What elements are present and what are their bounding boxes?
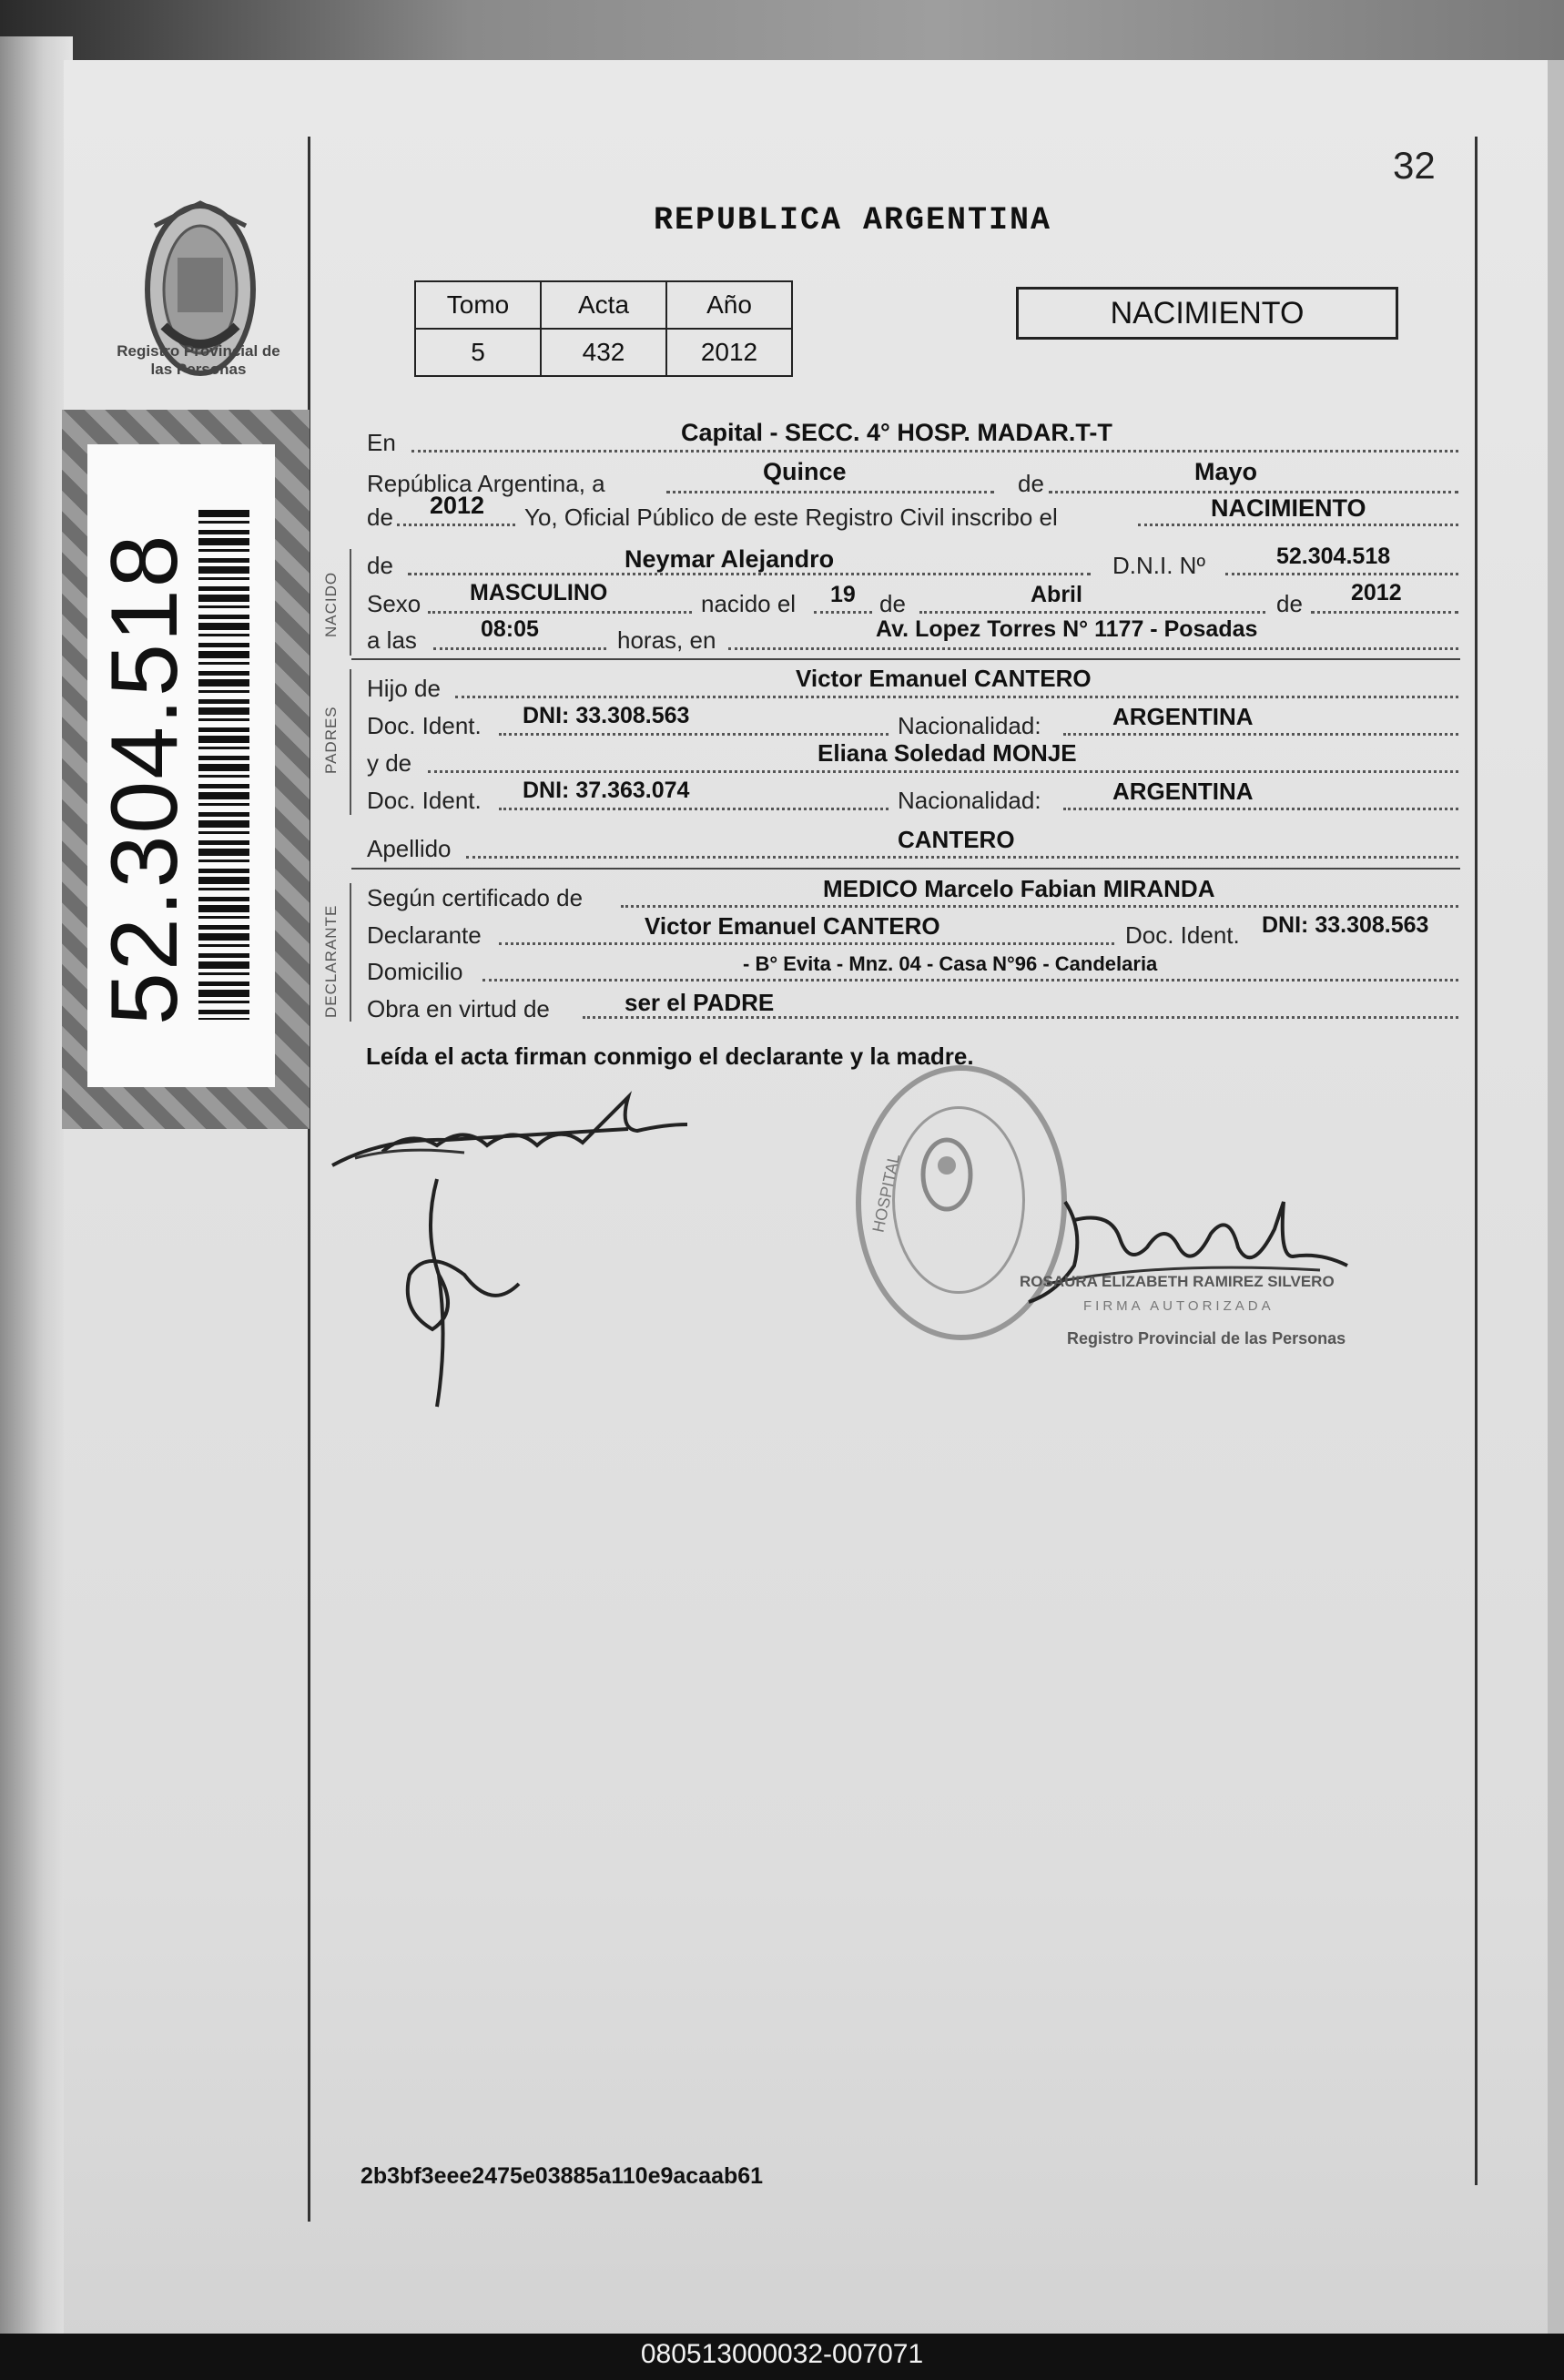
value-dia-nac: 19	[830, 582, 856, 607]
section-label-nacido: NACIDO	[322, 571, 340, 637]
official-name: ROSAURA ELIZABETH RAMIREZ SILVERO	[1020, 1273, 1335, 1290]
value-anio-nac: 2012	[1351, 580, 1402, 605]
dotted-line	[1063, 733, 1458, 736]
value-dni: 52.304.518	[1276, 544, 1391, 569]
value-lugar: Capital - SECC. 4° HOSP. MADAR.T-T	[681, 419, 1112, 446]
value-hora: 08:05	[481, 616, 539, 642]
label-hijo-de: Hijo de	[367, 675, 441, 702]
barcode-icon	[198, 510, 249, 1020]
mother-signature	[382, 1175, 528, 1411]
label-declarante: Declarante	[367, 921, 482, 949]
closing-statement: Leída el acta firman conmigo el declarante y la madre.	[366, 1043, 974, 1070]
padres-bracket	[350, 669, 351, 815]
value-lugar-nac: Av. Lopez Torres N° 1177 - Posadas	[876, 616, 1258, 642]
frame-right-line	[1475, 137, 1478, 2185]
page-right-edge	[1548, 60, 1564, 2341]
seal-text: HOSPITAL	[868, 1152, 904, 1235]
value-doc-declarante: DNI: 33.308.563	[1262, 912, 1429, 938]
dotted-line	[621, 905, 1458, 908]
dotted-line	[1311, 611, 1458, 614]
dotted-line	[666, 491, 994, 493]
record-table	[414, 280, 793, 377]
dotted-line	[482, 979, 1458, 981]
country-title: REPUBLICA ARGENTINA	[654, 202, 1052, 239]
dotted-line	[499, 733, 889, 736]
dotted-line	[728, 647, 1458, 650]
value-sexo: MASCULINO	[470, 580, 608, 605]
table-header: Año	[666, 281, 792, 329]
label-de-mes: de	[1018, 470, 1044, 497]
table-cell: 5	[415, 329, 541, 376]
official-role: FIRMA AUTORIZADA	[1083, 1298, 1275, 1314]
label-horas-en: horas, en	[617, 626, 716, 654]
dotted-line	[433, 647, 606, 650]
logo-caption: Registro Provincial de las Personas	[117, 342, 280, 378]
value-nombre: Neymar Alejandro	[625, 545, 835, 573]
scan-top-edge	[0, 0, 1564, 64]
nacido-bracket	[350, 549, 351, 656]
section-label-padres: PADRES	[322, 706, 340, 774]
declarante-bracket	[350, 883, 351, 1022]
dotted-line	[919, 611, 1265, 614]
document-hash: 2b3bf3eee2475e03885a110e9acaab61	[361, 2163, 764, 2189]
label-de-anio: de	[367, 503, 393, 531]
label-segun-certificado: Según certificado de	[367, 884, 584, 911]
table-header: Acta	[541, 281, 666, 329]
value-nacionalidad-padre: ARGENTINA	[1112, 703, 1254, 730]
label-apellido: Apellido	[367, 835, 452, 862]
value-mes: Mayo	[1194, 458, 1258, 485]
label-de-mes-nac: de	[879, 590, 906, 617]
dotted-line	[1225, 573, 1458, 575]
table-header: Tomo	[415, 281, 541, 329]
value-nacionalidad-madre: ARGENTINA	[1112, 778, 1254, 805]
dotted-line	[466, 856, 1458, 859]
seal-emblem-icon	[910, 1129, 983, 1220]
label-doc-declarante: Doc. Ident.	[1125, 921, 1240, 949]
dotted-line	[428, 770, 1458, 773]
label-doc-madre: Doc. Ident.	[367, 787, 482, 814]
value-certificado: MEDICO Marcelo Fabian MIRANDA	[823, 875, 1215, 902]
section-divider-apellido	[351, 868, 1460, 870]
value-doc-madre: DNI: 37.363.074	[523, 778, 690, 803]
dotted-line	[499, 942, 1114, 945]
dotted-line	[455, 696, 1458, 698]
value-mes-nac: Abril	[1031, 582, 1082, 607]
label-en: En	[367, 429, 396, 456]
value-anio: 2012	[430, 492, 485, 519]
book-binding-edge	[0, 36, 73, 2340]
label-republica: República Argentina, a	[367, 470, 605, 497]
dotted-line	[428, 611, 692, 614]
table-cell: 2012	[666, 329, 792, 376]
value-domicilio: - B° Evita - Mnz. 04 - Casa N°96 - Candelaria	[743, 952, 1158, 975]
dotted-line	[1063, 808, 1458, 810]
label-de-anio-nac: de	[1276, 590, 1303, 617]
label-obra: Obra en virtud de	[367, 995, 550, 1022]
value-declarante: Victor Emanuel CANTERO	[645, 912, 940, 940]
record-type-box: NACIMIENTO	[1016, 287, 1398, 340]
label-nacionalidad-padre: Nacionalidad:	[898, 712, 1041, 739]
barcode-number: 52.304.518	[92, 533, 198, 1025]
dotted-line	[814, 611, 872, 614]
official-signature	[1020, 1193, 1402, 1311]
dotted-line	[499, 808, 889, 810]
section-divider-nacido	[351, 658, 1460, 660]
table-cell: 432	[541, 329, 666, 376]
footer-code: 080513000032-007071	[640, 2339, 924, 2369]
declarant-signature	[328, 1074, 692, 1184]
label-y-de: y de	[367, 749, 412, 777]
value-madre: Eliana Soledad MONJE	[818, 739, 1077, 767]
value-obra: ser el PADRE	[625, 989, 775, 1016]
label-nacido-el: nacido el	[701, 590, 797, 617]
page-number: 32	[1393, 144, 1436, 187]
label-dni: D.N.I. Nº	[1112, 552, 1205, 579]
label-a-las: a las	[367, 626, 417, 654]
dotted-line	[397, 524, 515, 526]
section-label-declarante: DECLARANTE	[322, 904, 340, 1018]
label-domicilio: Domicilio	[367, 958, 463, 985]
value-apellido: CANTERO	[898, 826, 1015, 853]
dotted-line	[1049, 491, 1458, 493]
value-padre: Victor Emanuel CANTERO	[796, 665, 1092, 692]
dotted-line	[411, 450, 1458, 453]
label-de-nombre: de	[367, 552, 393, 579]
label-sexo: Sexo	[367, 590, 421, 617]
label-oficial: Yo, Oficial Público de este Registro Civil inscribo el	[524, 503, 1058, 531]
label-nacionalidad-madre: Nacionalidad:	[898, 787, 1041, 814]
dotted-line	[1138, 524, 1458, 526]
official-office: Registro Provincial de las Personas	[1067, 1329, 1346, 1348]
value-dia: Quince	[763, 458, 847, 485]
value-inscribo: NACIMIENTO	[1211, 494, 1366, 522]
label-doc-padre: Doc. Ident.	[367, 712, 482, 739]
value-doc-padre: DNI: 33.308.563	[523, 703, 690, 728]
